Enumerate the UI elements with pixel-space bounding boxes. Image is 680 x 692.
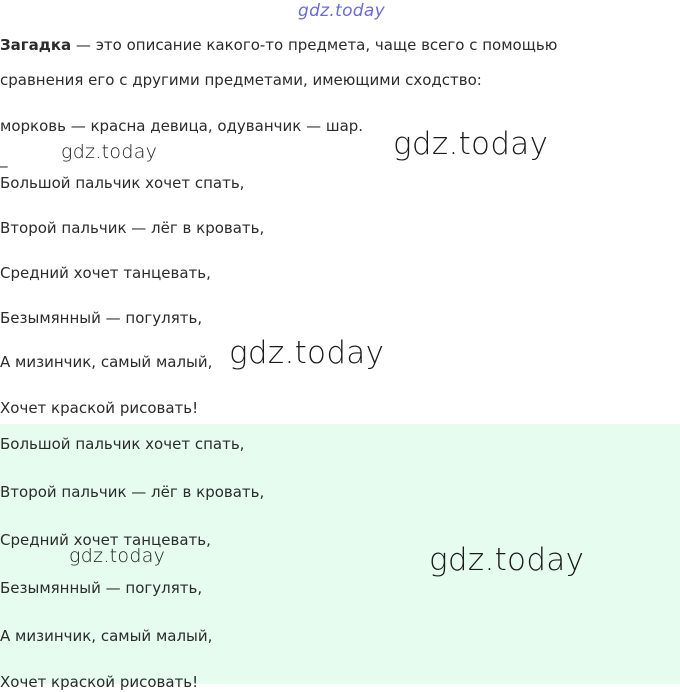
watermark-2: gdz.today [393,126,549,162]
poem-line-5: А мизинчик, самый малый, [0,353,213,371]
highlight-line-5: А мизинчик, самый малый, [0,627,213,645]
poem-line-4: Безымянный — погулять, [0,309,203,327]
watermark-4: gdz.today [69,545,166,567]
watermark-5: gdz.today [429,542,585,578]
poem-line-1: Большой пальчик хочет спать, [0,174,245,192]
definition-line-2: сравнения его с другими предметами, имеющими сходство: [0,71,482,89]
highlight-line-3: Средний хочет танцевать, [0,531,211,549]
watermark-top: gdz.today [298,1,385,21]
highlight-line-4: Безымянный — погулять, [0,579,203,597]
poem-line-6: Хочет краской рисовать! [0,399,199,417]
separator-dash: _ [0,150,8,168]
definition-line-3: морковь — красна девица, одуванчик — шар. [0,117,364,135]
definition-term: Загадка [0,36,72,54]
definition-line-1 [0,35,557,55]
poem-line-3: Средний хочет танцевать, [0,264,211,282]
definition-text: — это описание какого-то предмета, чаще всего с помощью [71,36,558,54]
highlight-line-2: Второй пальчик — лёг в кровать, [0,483,265,501]
watermark-1: gdz.today [61,141,158,163]
poem-line-2: Второй пальчик — лёг в кровать, [0,219,265,237]
highlight-line-1: Большой пальчик хочет спать, [0,435,245,453]
watermark-3: gdz.today [229,335,385,371]
highlight-line-6: Хочет краской рисовать! [0,673,199,691]
